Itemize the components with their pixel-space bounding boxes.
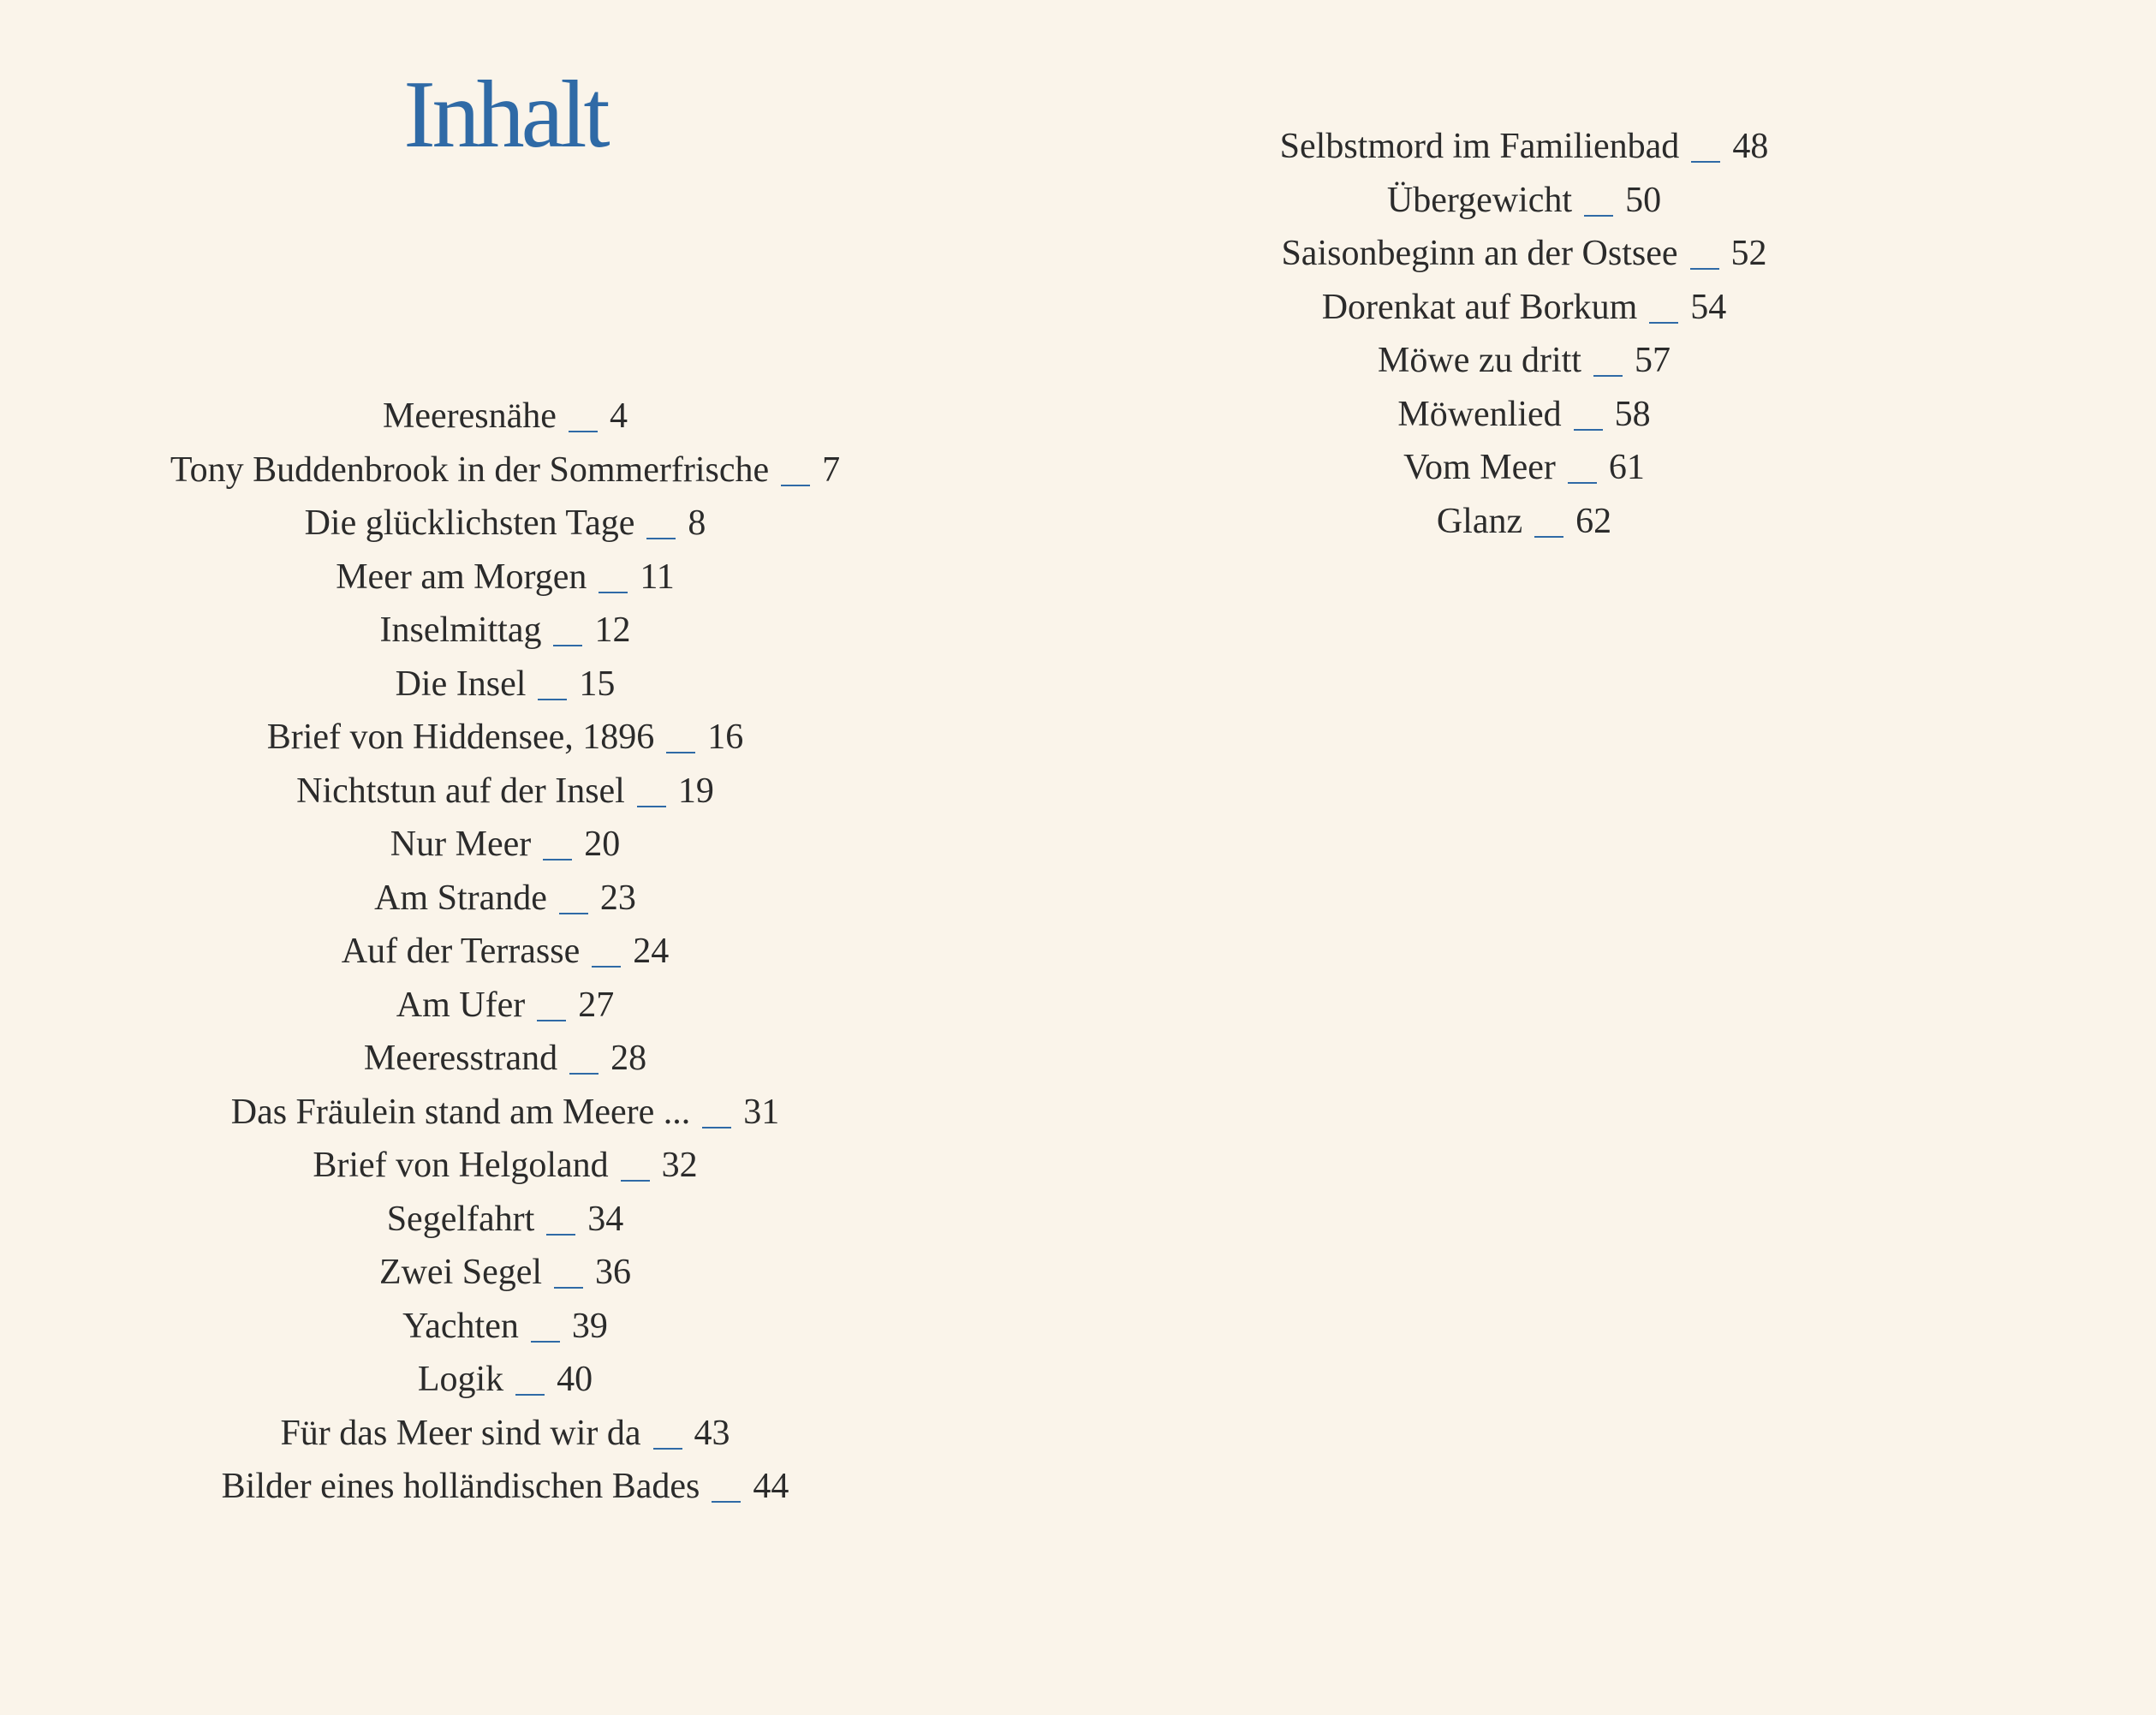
- toc-entry-page-number: 12: [594, 610, 631, 650]
- toc-entry-page-number: 19: [677, 771, 714, 811]
- toc-leader-dash: [1568, 482, 1597, 484]
- toc-entry-title: Die Insel: [395, 664, 527, 704]
- toc-entry-title: Segelfahrt: [386, 1199, 535, 1239]
- toc-leader-dash: [781, 485, 810, 486]
- toc-entry-page-number: 11: [640, 557, 675, 597]
- toc-leader-dash: [1574, 429, 1603, 431]
- toc-entry: [0, 872, 1010, 926]
- toc-entry-page-number: 8: [688, 503, 706, 543]
- toc-entry-page-number: 48: [1732, 127, 1769, 166]
- toc-entry: [0, 1300, 1010, 1354]
- toc-entry-title: Brief von Hiddensee, 1896: [266, 718, 655, 757]
- toc-entry-page-number: 27: [578, 985, 615, 1025]
- toc-entry-title: Dorenkat auf Borkum: [1321, 287, 1638, 327]
- toc-leader-dash: [1690, 268, 1719, 270]
- toc-entry-page-number: 23: [599, 878, 636, 918]
- toc-entry-title: Logik: [417, 1360, 504, 1399]
- toc-entry-title: Glanz: [1436, 501, 1523, 541]
- toc-leader-dash: [537, 1020, 566, 1021]
- toc-entry-title: Das Fräulein stand am Meere ...: [230, 1092, 691, 1132]
- toc-leader-dash: [569, 431, 598, 432]
- toc-entry-page-number: 54: [1690, 287, 1727, 327]
- toc-leader-dash: [1534, 536, 1563, 538]
- toc-entry-page-number: 4: [609, 396, 628, 436]
- toc-leader-dash: [1584, 215, 1613, 217]
- toc-entry: [0, 497, 1010, 551]
- toc-entry: [0, 711, 1010, 765]
- toc-entry-page-number: 52: [1730, 234, 1767, 273]
- toc-entry-title: Selbstmord im Familienbad: [1279, 127, 1680, 166]
- toc-leader-dash: [546, 1234, 575, 1236]
- toc-entry-title: Zwei Segel: [378, 1253, 543, 1292]
- toc-entry: [882, 120, 2156, 174]
- toc-entry-title: Meeresnähe: [383, 396, 557, 436]
- toc-entry-title: Inselmittag: [379, 610, 542, 650]
- toc-leader-dash: [1649, 322, 1678, 324]
- toc-entry: [0, 1353, 1010, 1407]
- toc-entry-page-number: 7: [822, 450, 841, 490]
- toc-entry-page-number: 24: [633, 932, 670, 971]
- toc-entry: [0, 1246, 1010, 1300]
- toc-leader-dash: [569, 1073, 599, 1075]
- toc-leader-dash: [637, 806, 666, 807]
- toc-leader-dash: [543, 859, 572, 860]
- toc-entry-page-number: 34: [587, 1199, 624, 1239]
- toc-leader-dash: [599, 592, 628, 593]
- toc-entry: [0, 1193, 1010, 1247]
- toc-leader-dash: [554, 1287, 583, 1289]
- toc-entry-title: Nur Meer: [390, 825, 532, 864]
- toc-entry-page-number: 31: [743, 1092, 780, 1132]
- toc-entry-title: Meeresstrand: [363, 1039, 558, 1078]
- toc-entry: [882, 227, 2156, 281]
- toc-entry-title: Am Strande: [374, 878, 547, 918]
- toc-entry-title: Übergewicht: [1386, 180, 1573, 220]
- toc-leader-dash: [559, 913, 588, 914]
- toc-entry-title: Nichtstun auf der Insel: [296, 771, 625, 811]
- toc-entry: [0, 818, 1010, 872]
- toc-entry: [882, 495, 2156, 549]
- toc-entry-page-number: 15: [579, 664, 616, 704]
- toc-leader-dash: [538, 699, 567, 700]
- toc-entry: [0, 1407, 1010, 1461]
- toc-entry-title: Yachten: [402, 1306, 519, 1346]
- toc-entry: [0, 979, 1010, 1033]
- toc-entry: [882, 174, 2156, 228]
- toc-entry-page-number: 58: [1614, 394, 1651, 434]
- toc-leader-dash: [702, 1127, 731, 1128]
- toc-entry-title: Tony Buddenbrook in der Sommerfrische: [170, 450, 770, 490]
- toc-list-left: [0, 390, 1010, 1514]
- toc-entry-page-number: 62: [1575, 501, 1612, 541]
- toc-entry-title: Für das Meer sind wir da: [280, 1413, 641, 1453]
- toc-leader-dash: [531, 1341, 560, 1343]
- toc-entry-title: Möwe zu dritt: [1378, 341, 1581, 380]
- toc-entry: [0, 1139, 1010, 1193]
- toc-entry-page-number: 40: [557, 1360, 593, 1399]
- toc-entry-title: Saisonbeginn an der Ostsee: [1281, 234, 1678, 273]
- toc-leader-dash: [621, 1180, 650, 1182]
- toc-entry-title: Möwenlied: [1397, 394, 1562, 434]
- toc-entry: [0, 551, 1010, 604]
- toc-entry-page-number: 61: [1608, 448, 1645, 487]
- toc-entry-page-number: 32: [661, 1146, 698, 1185]
- left-page: [0, 0, 1010, 1715]
- toc-leader-dash: [653, 1448, 682, 1450]
- page-title: Inhalt: [403, 62, 607, 168]
- toc-entry-title: Am Ufer: [396, 985, 526, 1025]
- toc-entry: [882, 441, 2156, 495]
- toc-list-right: [882, 120, 2156, 548]
- toc-entry-page-number: 50: [1625, 180, 1662, 220]
- toc-entry-page-number: 39: [571, 1306, 608, 1346]
- toc-entry: [0, 1032, 1010, 1086]
- toc-entry: [882, 281, 2156, 335]
- toc-entry: [882, 334, 2156, 388]
- toc-entry: [0, 1460, 1010, 1514]
- right-page: [1010, 0, 2156, 1715]
- toc-entry: [0, 765, 1010, 819]
- toc-leader-dash: [1593, 375, 1623, 377]
- toc-entry-page-number: 28: [610, 1039, 647, 1078]
- toc-entry-title: Die glücklichsten Tage: [304, 503, 635, 543]
- toc-leader-dash: [515, 1394, 545, 1396]
- toc-leader-dash: [592, 966, 621, 968]
- toc-leader-dash: [712, 1501, 741, 1503]
- toc-entry: [0, 925, 1010, 979]
- toc-entry-title: Brief von Helgoland: [313, 1146, 609, 1185]
- toc-leader-dash: [1691, 161, 1720, 163]
- toc-entry-title: Meer am Morgen: [336, 557, 587, 597]
- toc-entry-title: Bilder eines holländischen Bades: [221, 1467, 700, 1506]
- toc-entry-title: Vom Meer: [1403, 448, 1556, 487]
- toc-entry: [0, 658, 1010, 712]
- toc-entry-page-number: 20: [584, 825, 621, 864]
- toc-leader-dash: [553, 645, 582, 646]
- toc-entry-page-number: 57: [1634, 341, 1671, 380]
- toc-entry: [0, 444, 1010, 497]
- toc-entry-page-number: 43: [694, 1413, 730, 1453]
- toc-entry-title: Auf der Terrasse: [341, 932, 581, 971]
- toc-entry: [0, 390, 1010, 444]
- toc-entry: [0, 1086, 1010, 1140]
- toc-leader-dash: [646, 538, 676, 539]
- toc-entry-page-number: 44: [753, 1467, 789, 1506]
- toc-entry: [0, 604, 1010, 658]
- toc-entry-page-number: 16: [707, 718, 744, 757]
- toc-leader-dash: [666, 752, 695, 753]
- toc-entry: [882, 388, 2156, 442]
- toc-entry-page-number: 36: [595, 1253, 632, 1292]
